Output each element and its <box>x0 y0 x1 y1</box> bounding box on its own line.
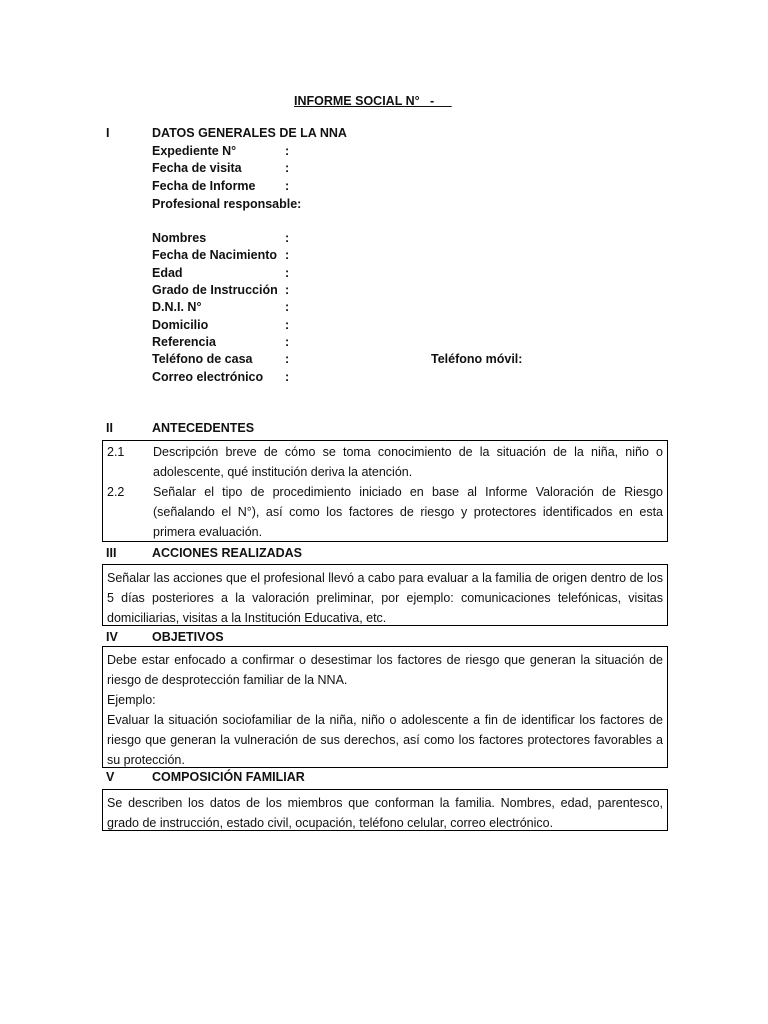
composicion-box <box>102 789 668 831</box>
objetivos-box <box>102 646 668 768</box>
section-2-heading: ANTECEDENTES <box>152 421 255 435</box>
antecedentes-box <box>102 440 668 542</box>
field-dni-label: D.N.I. N° <box>152 300 202 314</box>
antecedente-text: Señalar el tipo de procedimiento iniciado en base al Informe Valoración de Riesgo (señalando el N°), así como los factores de riesgo y protectores identificados en esta primera evaluación. <box>153 485 663 539</box>
field-edad-label: Edad <box>152 266 183 280</box>
field-colon: : <box>285 231 290 245</box>
field-colon: : <box>285 161 290 175</box>
acciones-text: Señalar las acciones que el profesional llevó a cabo para evaluar a la familia de origen dentro de los 5 días posteriores a la valoración preliminar, por ejemplo: comunicaciones telefónicas, visitas domiciliarias, visitas a la Institución Educativa, etc. <box>107 571 663 625</box>
antecedente-number: 2.2 <box>107 485 125 499</box>
section-4-heading: OBJETIVOS <box>152 630 224 644</box>
field-colon: : <box>285 144 290 158</box>
section-4-number: IV <box>106 630 118 644</box>
antecedente-number: 2.1 <box>107 445 125 459</box>
antecedente-item <box>107 482 663 542</box>
acciones-box <box>102 564 668 626</box>
field-colon: : <box>285 370 290 384</box>
field-telefono-casa-label: Teléfono de casa <box>152 352 253 366</box>
field-telefono-movil-label: Teléfono móvil: <box>431 352 523 366</box>
field-colon: : <box>285 266 290 280</box>
field-colon: : <box>285 179 290 193</box>
section-5-heading: COMPOSICIÓN FAMILIAR <box>152 770 305 784</box>
antecedente-text: Descripción breve de cómo se toma conocimiento de la situación de la niña, niño o adolescente, qué institución deriva la atención. <box>153 445 663 479</box>
field-profesional-label: Profesional responsable: <box>152 197 302 211</box>
field-expediente-label: Expediente N° <box>152 144 237 158</box>
antecedente-item <box>107 442 663 482</box>
section-5-number: V <box>106 770 115 784</box>
composicion-text: Se describen los datos de los miembros que conforman la familia. Nombres, edad, parentesco, grado de instrucción, estado civil, ocupación, teléfono celular, correo electrónico. <box>107 796 663 830</box>
field-nombres-label: Nombres <box>152 231 207 245</box>
document-title: INFORME SOCIAL N° _- __ <box>294 94 452 108</box>
objetivos-text: Debe estar enfocado a confirmar o desestimar los factores de riesgo que generan la situación de riesgo de desprotección familiar de la NNA. <box>107 653 663 687</box>
field-colon: : <box>285 283 290 297</box>
field-colon: : <box>285 352 290 366</box>
field-colon: : <box>285 335 290 349</box>
field-referencia-label: Referencia <box>152 335 216 349</box>
field-colon: : <box>285 248 290 262</box>
field-domicilio-label: Domicilio <box>152 318 209 332</box>
objetivos-example-text: Evaluar la situación sociofamiliar de la niña, niño o adolescente a fin de identificar los factores de riesgo que generan la vulneración de sus derechos, así como los factores protectores favorables a su protección. <box>107 713 663 767</box>
field-grado-label: Grado de Instrucción <box>152 283 278 297</box>
field-fecha-visita-label: Fecha de visita <box>152 161 242 175</box>
field-correo-label: Correo electrónico <box>152 370 264 384</box>
field-fecha-nacimiento-label: Fecha de Nacimiento <box>152 248 278 262</box>
section-1-heading: DATOS GENERALES DE LA NNA <box>152 126 347 140</box>
section-3-heading: ACCIONES REALIZADAS <box>152 546 303 560</box>
field-colon: : <box>285 318 290 332</box>
field-colon: : <box>285 300 290 314</box>
objetivos-example-label: Ejemplo: <box>107 693 156 707</box>
section-1-number: I <box>106 126 110 140</box>
field-fecha-informe-label: Fecha de Informe <box>152 179 256 193</box>
section-3-number: III <box>106 546 117 560</box>
section-2-number: II <box>106 421 113 435</box>
